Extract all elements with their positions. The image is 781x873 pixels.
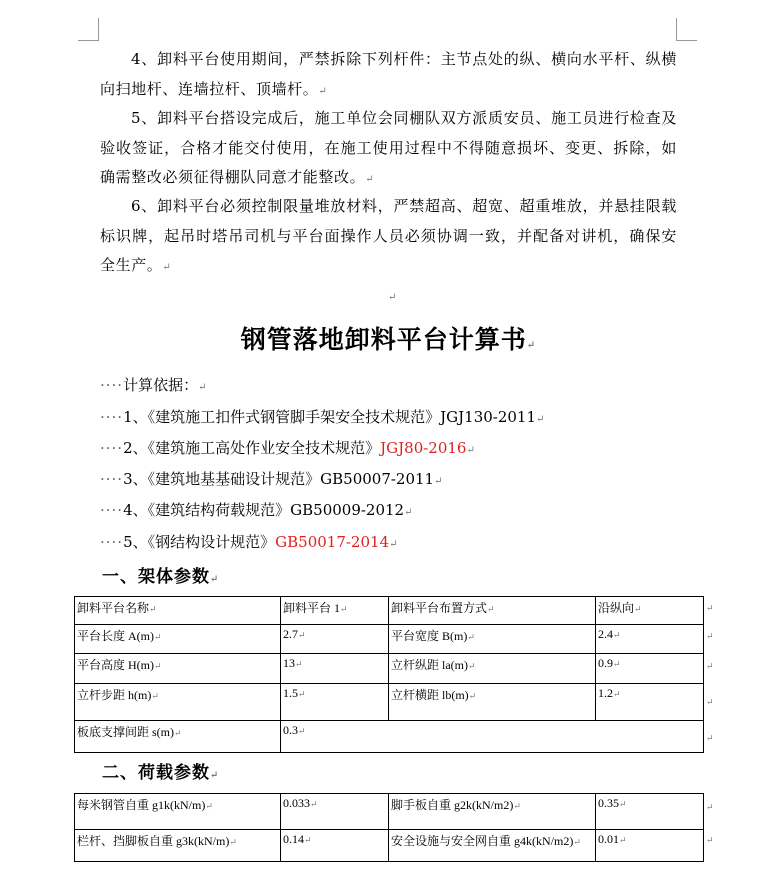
paragraph-5: 5、卸料平台搭设完成后，施工单位会同棚队双方派质安员、施工员进行检查及验收签证，合格才能交付使用，在施工使用过程中不得随意损坏、变更、拆除，如确需整改必须征得棚队同意才能整改。↵	[100, 109, 677, 186]
table-cell: 0.14↵	[281, 830, 389, 862]
table-cell: 沿纵向↵	[596, 597, 704, 625]
table-cell: 0.033↵	[281, 794, 389, 830]
table-cell: 板底支撑间距 s(m)↵	[75, 721, 281, 753]
table-cell: 脚手板自重 g2k(kN/m2)↵	[389, 794, 596, 830]
document-title: 钢管落地卸料平台计算书↵	[240, 325, 537, 354]
basis-item: ····5、《钢结构设计规范》GB50017-2014↵	[100, 533, 398, 551]
empty-paragraph-mark: ↵	[388, 292, 397, 303]
table-cell: 立杆横距 lb(m)↵	[389, 684, 596, 721]
row-end-mark: ↵	[706, 632, 714, 642]
margin-corner-left	[78, 18, 99, 41]
basis-item: ····2、《建筑施工高处作业安全技术规范》JGJ80-2016↵	[100, 439, 475, 457]
frame-params-table	[74, 596, 704, 753]
load-params-table	[74, 793, 704, 862]
section-heading-frame-params: 一、架体参数↵	[102, 567, 220, 587]
table-cell: 每米钢管自重 g1k(kN/m)↵	[75, 794, 281, 830]
table-cell: 平台宽度 B(m)↵	[389, 625, 596, 654]
section-heading-load-params: 二、荷载参数↵	[102, 763, 220, 783]
table-cell: 0.01↵	[596, 830, 704, 862]
table-cell: 0.35↵	[596, 794, 704, 830]
table-cell: 立杆步距 h(m)↵	[75, 684, 281, 721]
table-row	[75, 625, 704, 654]
basis-heading: ····计算依据：↵	[100, 376, 207, 394]
table-cell: 平台长度 A(m)↵	[75, 625, 281, 654]
row-end-mark: ↵	[706, 698, 714, 708]
table-row	[75, 794, 704, 830]
table-cell: 2.7↵	[281, 625, 389, 654]
table-cell: 2.4↵	[596, 625, 704, 654]
table-cell: 安全设施与安全网自重 g4k(kN/m2)↵	[389, 830, 596, 862]
basis-item: ····4、《建筑结构荷载规范》GB50009-2012↵	[100, 501, 413, 519]
table-cell: 栏杆、挡脚板自重 g3k(kN/m)↵	[75, 830, 281, 862]
table-row	[75, 597, 704, 625]
paragraph-6: 6、卸料平台必须控制限量堆放材料，严禁超高、超宽、超重堆放，并悬挂限载标识牌，起吊时塔吊司机与平台面操作人员必须协调一致，并配备对讲机，确保安全生产。↵	[100, 197, 677, 274]
table-row	[75, 721, 704, 753]
paragraph-4: 4、卸料平台使用期间，严禁拆除下列杆件：主节点处的纵、横向水平杆、纵横向扫地杆、连墙拉杆、顶墙杆。↵	[100, 50, 677, 98]
row-end-mark: ↵	[706, 662, 714, 672]
table-cell: 0.3↵	[281, 721, 704, 753]
basis-item: ····1、《建筑施工扣件式钢管脚手架安全技术规范》JGJ130-2011↵	[100, 408, 545, 426]
table-row	[75, 830, 704, 862]
table-row	[75, 654, 704, 684]
basis-code: GB50009-2012	[290, 501, 405, 519]
basis-code: GB50007-2011	[320, 470, 435, 488]
table-cell: 13↵	[281, 654, 389, 684]
table-cell: 1.2↵	[596, 684, 704, 721]
row-end-mark: ↵	[706, 604, 714, 614]
row-end-mark: ↵	[706, 734, 714, 744]
table-row	[75, 684, 704, 721]
basis-code: JGJ130-2011	[440, 408, 537, 426]
table-cell: 0.9↵	[596, 654, 704, 684]
margin-corner-right	[676, 18, 697, 41]
row-end-mark: ↵	[706, 836, 714, 846]
table-cell: 卸料平台布置方式↵	[389, 597, 596, 625]
table-cell: 卸料平台 1↵	[281, 597, 389, 625]
table-cell: 卸料平台名称↵	[75, 597, 281, 625]
table-cell: 平台高度 H(m)↵	[75, 654, 281, 684]
basis-code: GB50017-2014	[275, 533, 390, 551]
row-end-mark: ↵	[706, 803, 714, 813]
table-cell: 立杆纵距 la(m)↵	[389, 654, 596, 684]
basis-item: ····3、《建筑地基基础设计规范》GB50007-2011↵	[100, 470, 443, 488]
table-cell: 1.5↵	[281, 684, 389, 721]
basis-code: JGJ80-2016	[380, 439, 467, 457]
